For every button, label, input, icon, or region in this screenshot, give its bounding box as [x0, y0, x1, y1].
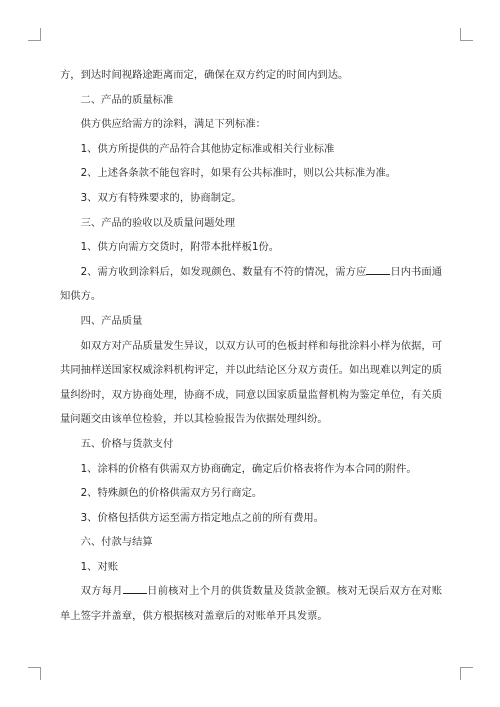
list-item-quality-2: 2、上述各条款不能包容时，如果有公共标准时，则以公共标准为准。: [80, 167, 397, 180]
text-segment: 双方每月: [80, 585, 123, 598]
list-item-reconciliation: 1、对账: [80, 560, 119, 573]
text-segment: 日内书面通知供方。: [60, 265, 443, 303]
fill-in-blank-date[interactable]: [123, 593, 147, 594]
crop-mark-top-right: [460, 28, 473, 41]
list-item-acceptance-1: 1、供方向需方交货时，附带本批样板1份。: [80, 241, 280, 254]
paragraph-quality-dispute: 如双方对产品质量发生异议，以双方认可的色板封样和每批涂料小样为依据，可共同抽样送国家权威涂料机构评定，并以此结论区分双方责任。如出现难以判定的质量纠纷时，双方协商处理，协商不成，同意以国家质量监督机构为鉴定单位，有关质量问题交由该单位检验，并以其检验报告为依据处理纠纷。: [60, 339, 442, 426]
list-item-acceptance-2: [60, 260, 442, 309]
text-segment: 2、需方收到涂料后，如发现颜色、数量有不符的情况，需方应: [80, 265, 367, 278]
list-item-quality-3: 3、双方有特殊要求的，协商制定。: [80, 191, 242, 204]
section-heading-price-payment: 五、价格与货款支付: [80, 437, 174, 450]
paragraph-quality-intro: 供方供应给需方的涂料，满足下列标准：: [80, 118, 266, 131]
crop-mark-bottom-right: [460, 667, 473, 680]
paragraph-reconciliation: [60, 579, 442, 628]
section-heading-settlement: 六、付款与结算: [80, 536, 153, 549]
crop-mark-bottom-left: [28, 667, 41, 680]
section-heading-product-quality: 四、产品质量: [80, 314, 143, 327]
list-item-quality-1: 1、供方所提供的产品符合其他协定标准或相关行业标准: [80, 142, 335, 155]
crop-mark-top-left: [28, 28, 41, 41]
text-segment: 日前核对上个月的供货数量及货款金额。核对无误后双方在对账单上签字并盖章，供方根据核对盖章后的对账单开具发票。: [60, 585, 443, 623]
document-body: [60, 63, 442, 629]
fill-in-blank-days[interactable]: [366, 274, 390, 275]
list-item-price-3: 3、价格包括供方运至需方指定地点之前的所有费用。: [80, 511, 324, 524]
paragraph-delivery-continued: 方，到达时间视路途距离而定，确保在双方约定的时间内到达。: [60, 69, 349, 81]
list-item-price-1: 1、涂料的价格有供需双方协商确定，确定后价格表将作为本合同的附件。: [80, 462, 417, 475]
list-item-price-2: 2、特殊颜色的价格供需双方另行商定。: [80, 487, 263, 500]
section-heading-acceptance: 三、产品的验收以及质量问题处理: [80, 216, 236, 229]
section-heading-quality-standard: 二、产品的质量标准: [80, 93, 174, 106]
